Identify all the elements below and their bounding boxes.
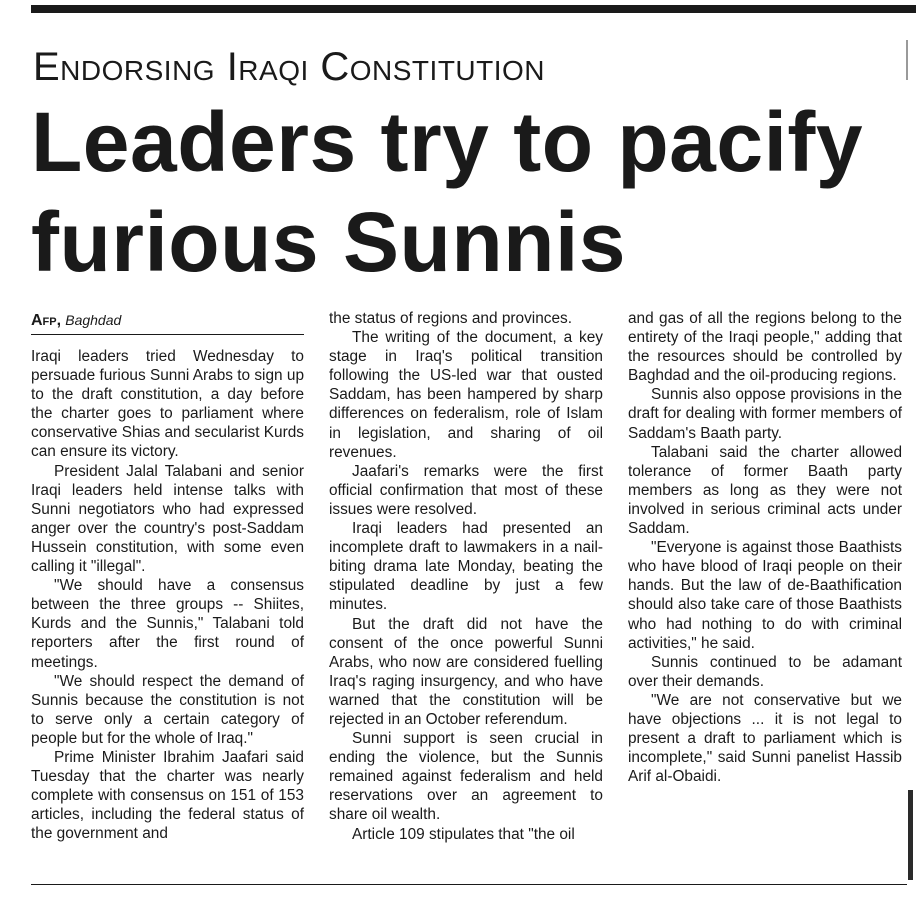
paragraph: "We should have a consensus between the three groups -- Shiites, Kurds and the Sunnis," Talabani told reporters after the first round of meetings.	[31, 577, 304, 671]
page-edge-mark	[906, 40, 908, 80]
paragraph: Sunni support is seen crucial in ending the violence, but the Sunnis remained against federalism and held reservations over an agreement to share oil wealth.	[329, 730, 603, 824]
paragraph: "Everyone is against those Baathists who have blood of Iraqi people on their hands. But the law of de-Baathification should also take care of those Baathists who had nothing to do with criminal activities," he said.	[628, 539, 902, 652]
paragraph: Jaafari's remarks were the first official confirmation that most of these issues were resolved.	[329, 462, 603, 518]
headline-line-1: Leaders try to pacify	[31, 95, 864, 189]
paragraph: But the draft did not have the consent of the once powerful Sunni Arabs, who now are considered fuelling Iraq's raging insurgency, and who have warned that the constitution will be rejected in an October referendum.	[329, 615, 603, 728]
article-headline	[31, 92, 911, 292]
paragraph: President Jalal Talabani and senior Iraqi leaders held intense talks with Sunni negotiators who had expressed anger over the country's post-Saddam Hussein constitution, with some even calling it "illegal".	[31, 462, 304, 576]
headline-line-2: furious Sunnis	[31, 195, 626, 289]
byline-agency: Afp,	[31, 312, 62, 329]
paragraph: and gas of all the regions belong to the entirety of the Iraqi people," adding that the resources should be controlled by Baghdad and the oil-producing regions.	[628, 310, 902, 385]
paragraph: Sunnis also oppose provisions in the draft for dealing with former members of Saddam's Baath party.	[628, 386, 902, 442]
article-column-3	[628, 309, 902, 786]
paragraph: Iraqi leaders tried Wednesday to persuade furious Sunni Arabs to sign up to the draft constitution, a day before the charter goes to parliament where conservative Shias and secularist Kurds can ensure its victory.	[31, 348, 304, 461]
bottom-rule	[31, 884, 907, 885]
paragraph: the status of regions and provinces.	[329, 310, 572, 327]
article-column-1	[31, 309, 304, 843]
paragraph: "We are not conservative but we have objections ... it is not legal to present a draft to parliament which is incomplete," said Sunni panelist Hassib Arif al-Obaidi.	[628, 691, 902, 786]
article-column-2	[329, 309, 603, 844]
page-edge-mark	[908, 790, 913, 880]
byline-city: Baghdad	[65, 312, 122, 328]
byline	[31, 309, 304, 335]
paragraph: Article 109 stipulates that "the oil	[352, 825, 575, 843]
paragraph: Sunnis continued to be adamant over their demands.	[628, 653, 902, 690]
paragraph: "We should respect the demand of Sunnis because the constitution is not to serve only a certain category of people but for the whole of Iraq."	[31, 672, 304, 747]
paragraph: Iraqi leaders had presented an incomplete draft to lawmakers in a nail-biting drama late Monday, beating the stipulated deadline by just a few minutes.	[329, 520, 603, 614]
paragraph: Talabani said the charter allowed tolerance of former Baath party members as long as they were not involved in serious criminal acts under Saddam.	[628, 443, 902, 538]
paragraph: The writing of the document, a key stage in Iraq's political transition following the US-led war that ousted Saddam, has been hampered by sharp differences on federalism, role of Islam in legislation, and sharing of oil revenues.	[329, 329, 603, 461]
paragraph: Prime Minister Ibrahim Jaafari said Tuesday that the charter was nearly complete with consensus on 151 of 153 articles, including the federal status of the government and	[31, 748, 304, 843]
article-kicker: Endorsing Iraqi Constitution	[33, 45, 546, 89]
top-rule	[31, 5, 916, 13]
